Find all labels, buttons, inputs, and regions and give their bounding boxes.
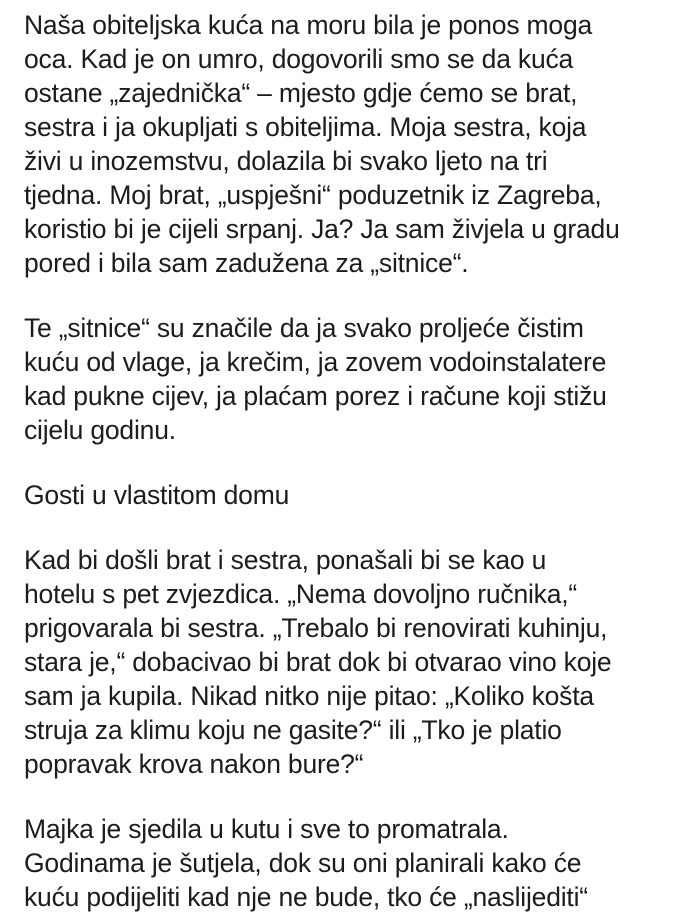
section-subheading	[24, 478, 692, 512]
text-line: kuću od vlage, ja krečim, ja zovem vodoinstalatere	[24, 347, 607, 377]
text-line: prigovarala bi sestra. „Trebalo bi renovirati kuhinju,	[24, 613, 608, 643]
text-line: cijelu godinu.	[24, 415, 176, 445]
text-line: Godinama je šutjela, dok su oni planirali kako će	[24, 848, 582, 878]
text-line: Gosti u vlastitom domu	[24, 480, 290, 510]
text-line: koristio bi je cijeli srpanj. Ja? Ja sam živjela u gradu	[24, 214, 620, 244]
paragraph	[24, 812, 692, 914]
text-line: struja za klimu koju ne gasite?“ ili „Tko je platio	[24, 715, 562, 745]
paragraph	[24, 543, 692, 781]
text-line: Kad bi došli brat i sestra, ponašali bi se kao u	[24, 545, 547, 575]
text-line: kad pukne cijev, ja plaćam porez i račune koji stižu	[24, 381, 607, 411]
text-line: živi u inozemstvu, dolazila bi svako ljeto na tri	[24, 146, 548, 176]
text-line: hotelu s pet zvjezdica. „Nema dovoljno ručnika,“	[24, 579, 578, 609]
text-line-clipped: kuću podijeliti kad nje ne bude, tko će „naslijediti“	[24, 882, 588, 912]
text-line: popravak krova nakon bure?“	[24, 749, 364, 779]
text-line: oca. Kad je on umro, dogovorili smo se da kuća	[24, 44, 574, 74]
text-line: tjedna. Moj brat, „uspješni“ poduzetnik iz Zagreba,	[24, 180, 602, 210]
paragraph	[24, 8, 692, 280]
text-line: stara je,“ dobacivao bi brat dok bi otvarao vino koje	[24, 647, 612, 677]
text-line: sam ja kupila. Nikad nitko nije pitao: „Koliko košta	[24, 681, 594, 711]
text-line: sestra i ja okupljati s obiteljima. Moja sestra, koja	[24, 112, 587, 142]
text-line: pored i bila sam zadužena za „sitnice“.	[24, 248, 469, 278]
text-line: Te „sitnice“ su značile da ja svako proljeće čistim	[24, 313, 584, 343]
text-line: Majka je sjedila u kutu i sve to promatrala.	[24, 814, 509, 844]
text-line: Naša obiteljska kuća na moru bila je ponos moga	[24, 10, 593, 40]
paragraph	[24, 311, 692, 447]
text-line: ostane „zajednička“ – mjesto gdje ćemo se brat,	[24, 78, 578, 108]
